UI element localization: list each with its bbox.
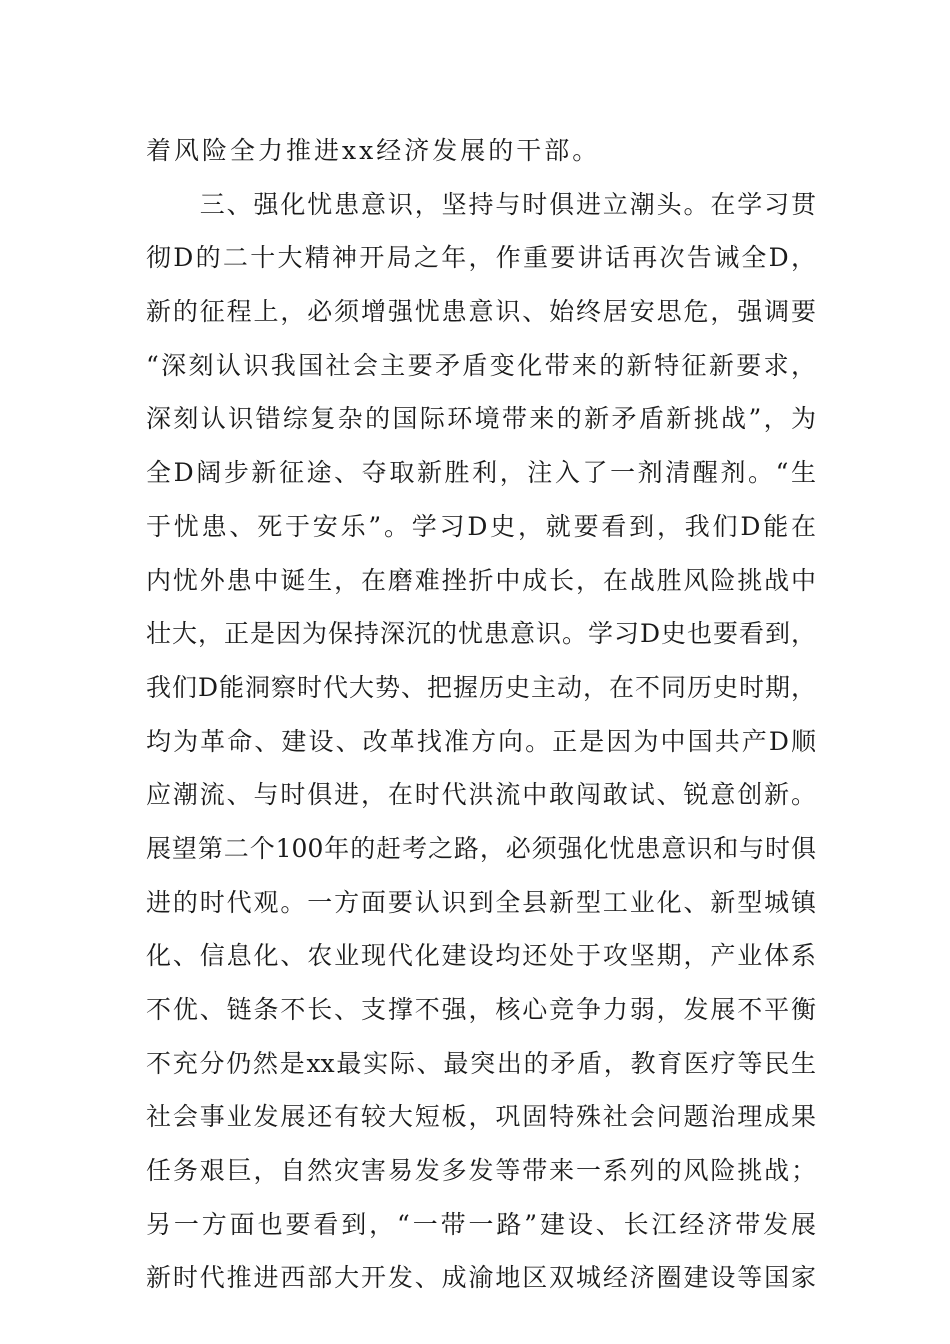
text-line: 彻D的二十大精神开局之年，作重要讲话再次告诫全D， [146, 243, 816, 273]
body-text [146, 124, 816, 1305]
text-line: 展望第二个100年的赶考之路，必须强化忧患意识和与时俱 [146, 833, 816, 863]
text-line: 进的时代观。一方面要认识到全县新型工业化、新型城镇 [146, 887, 816, 917]
text-line: 另一方面也要看到，“一带一路”建设、长江经济带发展 [146, 1209, 816, 1239]
text-line: 不充分仍然是xx最实际、最突出的矛盾，教育医疗等民生 [146, 1048, 816, 1078]
text-line: 内忧外患中诞生，在磨难挫折中成长，在战胜风险挑战中 [146, 565, 816, 595]
text-line: 化、信息化、农业现代化建设均还处于攻坚期，产业体系 [146, 941, 816, 971]
text-line: 均为革命、建设、改革找准方向。正是因为中国共产D顺 [146, 726, 816, 756]
text-line: 应潮流、与时俱进，在时代洪流中敢闯敢试、锐意创新。 [146, 780, 816, 810]
text-line: 三、强化忧患意识，坚持与时俱进立潮头。在学习贯 [146, 189, 816, 219]
text-line: 壮大，正是因为保持深沉的忧患意识。学习D史也要看到， [146, 619, 816, 649]
text-line: 全D阔步新征途、夺取新胜利，注入了一剂清醒剂。“生 [146, 458, 816, 488]
text-line: 不优、链条不长、支撑不强，核心竞争力弱，发展不平衡 [146, 995, 816, 1024]
text-line: 任务艰巨，自然灾害易发多发等带来一系列的风险挑战； [146, 1156, 816, 1186]
text-line: 社会事业发展还有较大短板，巩固特殊社会问题治理成果 [146, 1102, 816, 1132]
text-line: 新时代推进西部大开发、成渝地区双城经济圈建设等国家 [146, 1263, 816, 1293]
text-line: 我们D能洞察时代大势、把握历史主动，在不同历史时期， [146, 672, 816, 702]
text-line: “深刻认识我国社会主要矛盾变化带来的新特征新要求， [146, 350, 816, 380]
text-line: 深刻认识错综复杂的国际环境带来的新矛盾新挑战”，为 [146, 404, 816, 434]
text-line: 着风险全力推进xx经济发展的干部。 [146, 136, 601, 165]
text-line: 新的征程上，必须增强忧患意识、始终居安思危，强调要 [146, 297, 816, 327]
text-line: 于忧患、死于安乐”。学习D史，就要看到，我们D能在 [146, 511, 816, 541]
